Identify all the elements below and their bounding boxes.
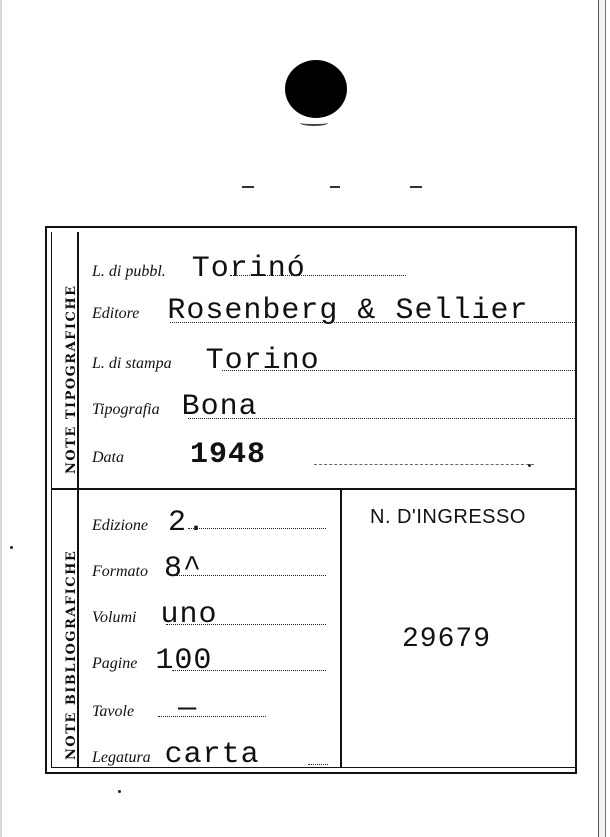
pagine-label: Pagine — [92, 655, 138, 672]
edizione-row — [92, 506, 206, 540]
luogo-pubblicazione-row — [92, 252, 306, 286]
volumi-value: uno — [160, 598, 218, 632]
paper-speck — [528, 464, 531, 467]
pagine-row — [92, 644, 212, 678]
data-row — [92, 438, 266, 472]
data-label: Data — [92, 449, 124, 466]
tipografia-label: Tipografia — [92, 401, 160, 418]
fill-line — [188, 418, 575, 419]
tavole-label: Tavole — [92, 703, 135, 720]
fill-line — [222, 370, 575, 371]
fill-line — [170, 322, 575, 323]
edizione-label: Edizione — [92, 517, 148, 534]
numero-ingresso-value: 29679 — [402, 624, 492, 655]
fill-line — [176, 575, 326, 576]
scan-mark — [410, 186, 422, 188]
fill-line — [188, 528, 326, 529]
formato-label: Formato — [92, 563, 148, 580]
catalog-card-inner — [51, 232, 575, 772]
pagine-value: 100 — [155, 644, 213, 678]
editore-value: Rosenberg & Sellier — [167, 294, 529, 328]
fill-line — [230, 275, 406, 276]
fill-line — [158, 716, 266, 717]
note-bibliografiche-label: NOTE BIBLIOGRAFICHE — [64, 549, 79, 760]
editore-label: Editore — [92, 305, 140, 322]
legatura-row — [92, 738, 260, 772]
tavole-row — [92, 692, 197, 726]
volumi-label: Volumi — [92, 609, 137, 626]
formato-value: 8^ — [164, 552, 203, 586]
luogo-pubblicazione-value: Torinó — [191, 252, 306, 286]
formato-row — [92, 552, 202, 586]
paper-speck — [10, 546, 13, 549]
luogo-stampa-row — [92, 344, 320, 378]
card-left-edge — [0, 0, 2, 837]
paper-speck — [118, 790, 121, 793]
data-value: 1948 — [190, 438, 267, 472]
luogo-pubblicazione-label: L. di pubbl. — [92, 263, 166, 280]
luogo-stampa-label: L. di stampa — [92, 355, 172, 372]
luogo-stampa-value: Torino — [205, 344, 320, 378]
tavole-value: — — [178, 692, 198, 726]
tipografia-value: Bona — [181, 390, 258, 424]
catalog-card-frame — [45, 226, 577, 774]
punch-hole-shadow — [300, 120, 328, 126]
legatura-value: carta — [164, 738, 260, 772]
punch-hole — [285, 60, 347, 118]
card-right-edge — [596, 0, 610, 837]
numero-ingresso-label: N. D'INGRESSO — [370, 506, 526, 528]
fill-line — [308, 764, 328, 765]
fill-line — [166, 624, 326, 625]
legatura-label: Legatura — [92, 749, 151, 766]
volumi-row — [92, 598, 217, 632]
note-tipografiche-label: NOTE TIPOGRAFICHE — [64, 284, 79, 474]
scan-mark — [330, 186, 340, 188]
fill-line — [172, 670, 326, 671]
scan-mark — [242, 186, 254, 188]
fill-line — [314, 464, 534, 465]
section-divider — [52, 488, 575, 490]
edizione-value: 2. — [168, 506, 207, 540]
ingresso-divider — [340, 490, 342, 767]
